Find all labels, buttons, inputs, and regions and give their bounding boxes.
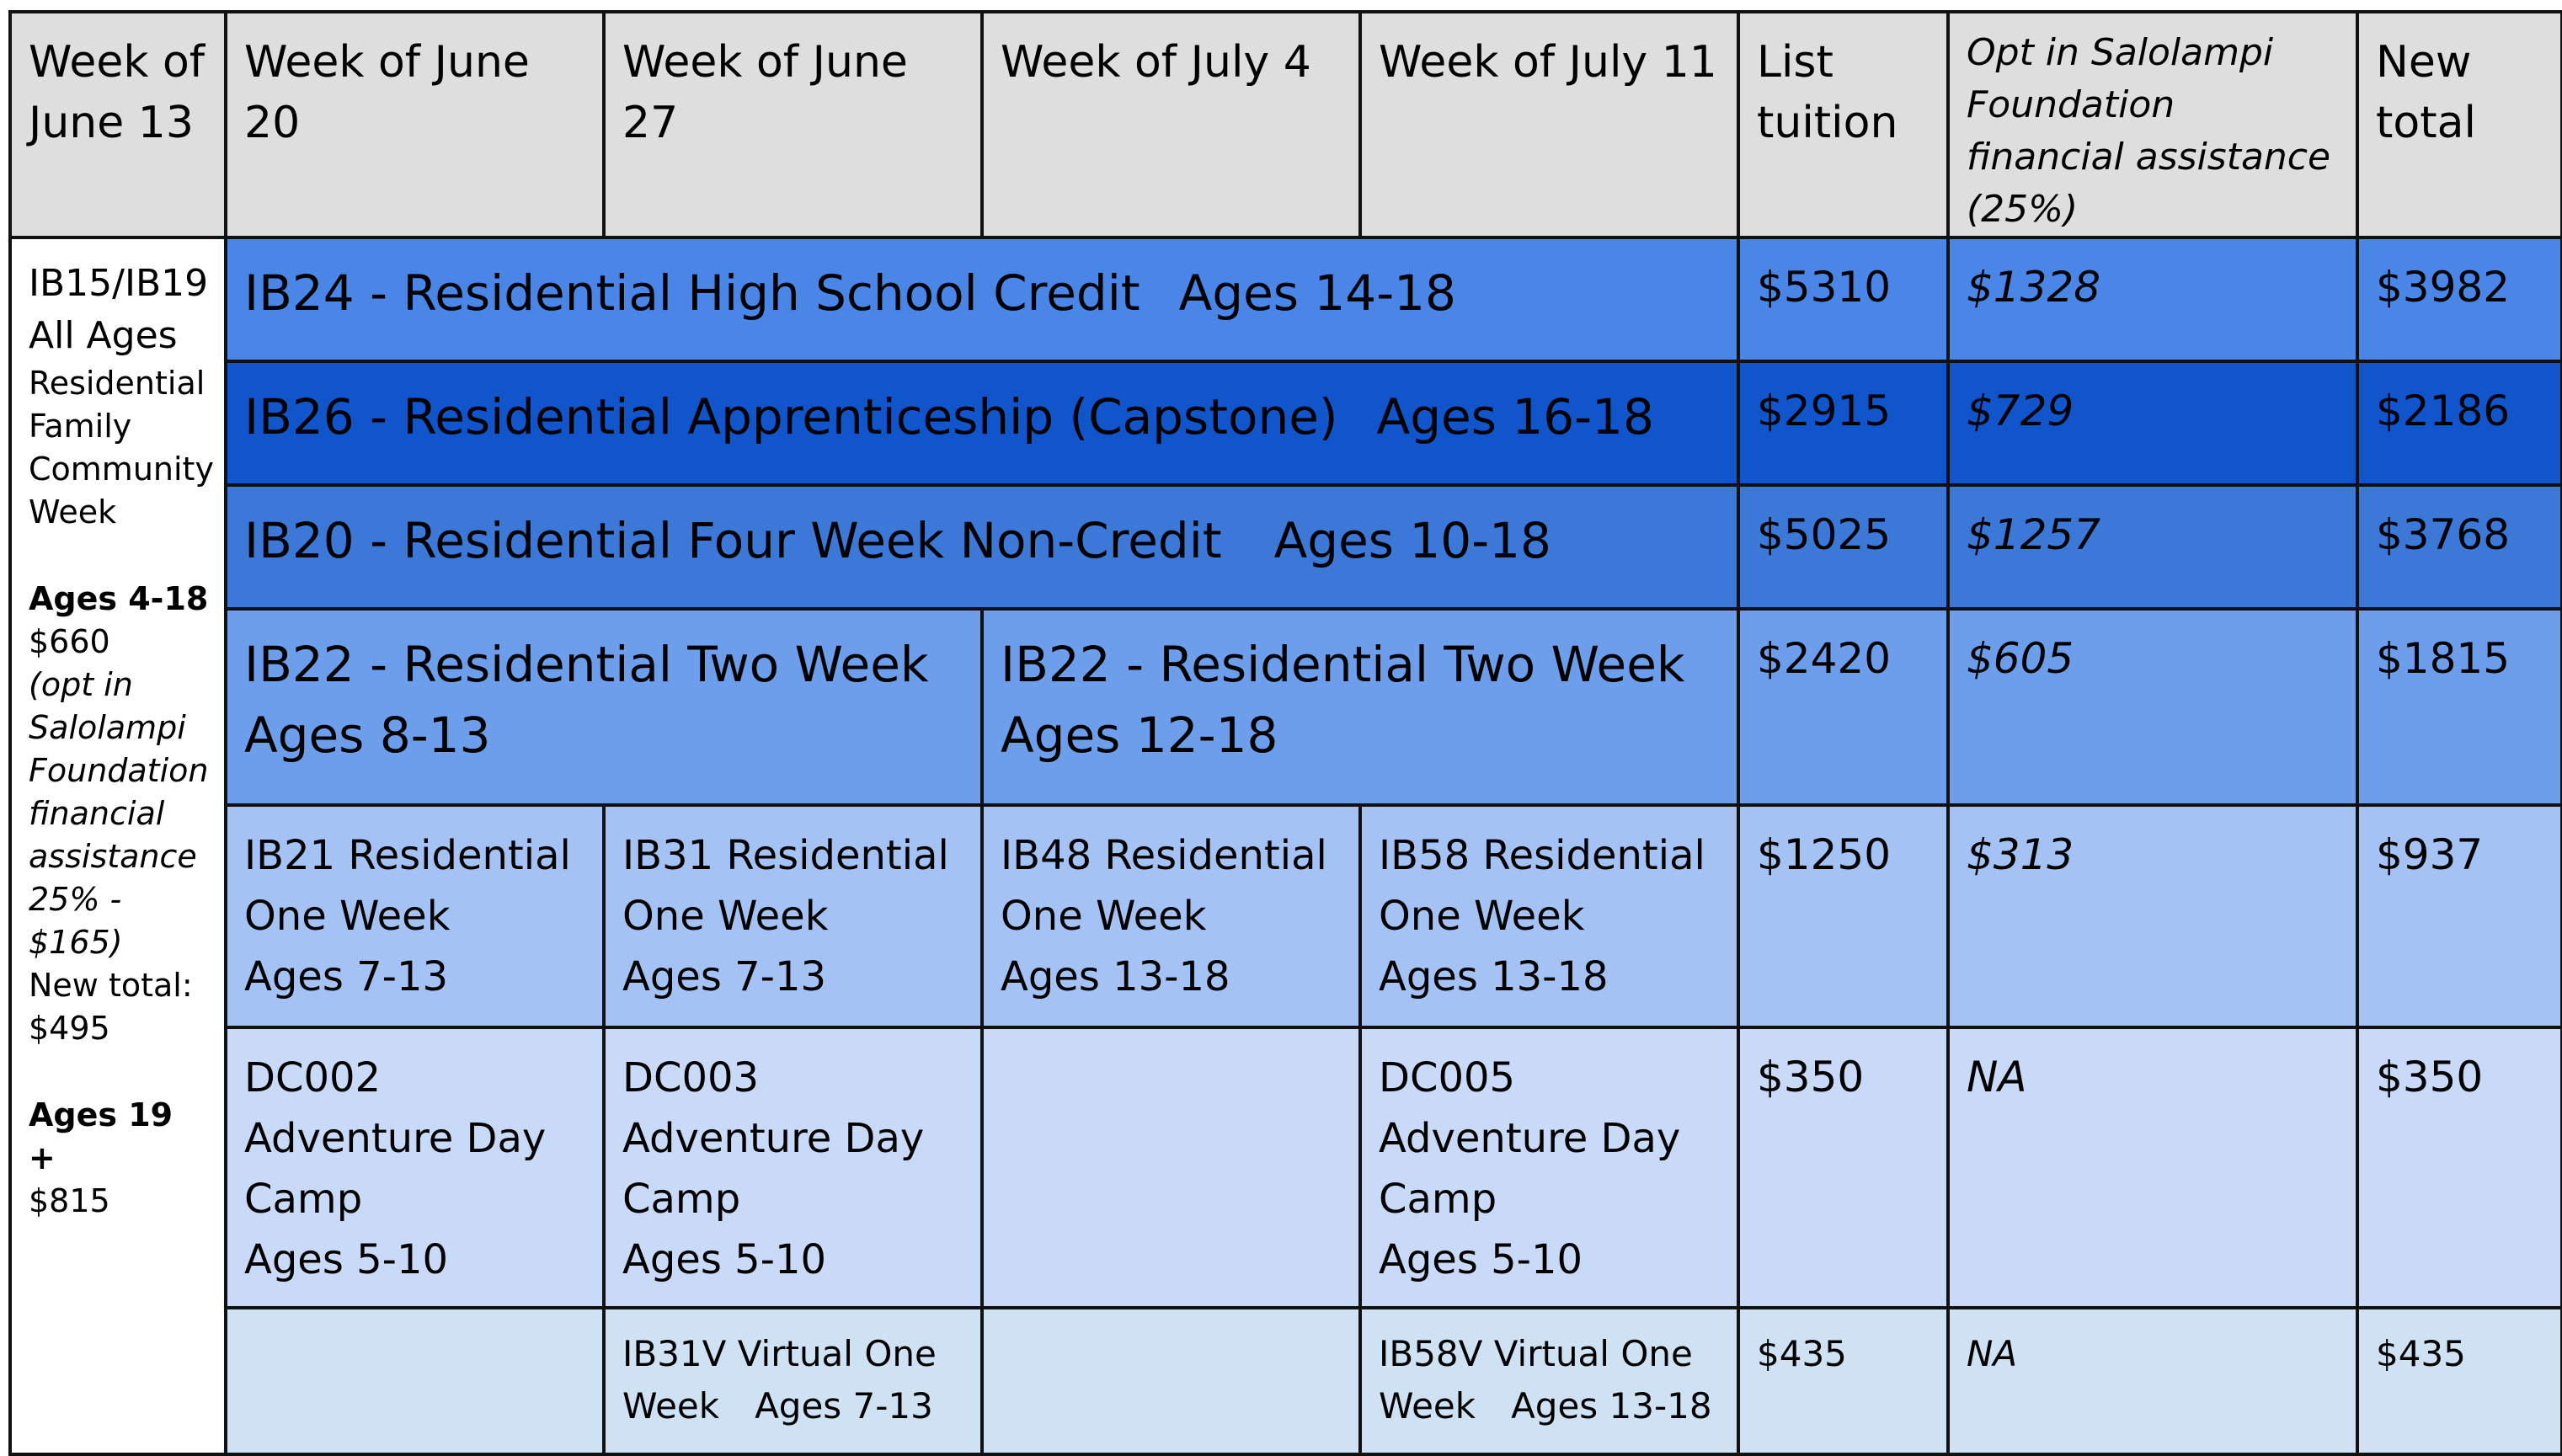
program-name: IB20 - Residential Four Week Non-Credit — [244, 512, 1222, 569]
family-week-desc: Residential — [29, 365, 205, 402]
list-tuition-value: $435 — [1738, 1308, 1948, 1454]
program-ages: Ages 8-13 — [244, 707, 491, 764]
empty-cell — [226, 1308, 604, 1454]
assistance-note: 25% - $165) — [29, 881, 123, 961]
family-week-code: IB15/IB19 — [29, 262, 209, 305]
ages-19-plus-label: Ages 19 + — [29, 1096, 173, 1176]
program-ages: Ages 7-13 — [244, 953, 449, 1000]
program-ib21 — [226, 805, 604, 1027]
assistance-value: NA — [1948, 1308, 2357, 1454]
program-ib22-a — [226, 609, 982, 805]
ages-4-18-label: Ages 4-18 — [29, 580, 209, 617]
program-name: IB58V Virtual One — [1379, 1333, 1693, 1374]
program-name: Camp — [622, 1176, 741, 1223]
family-week-desc: Community — [29, 451, 214, 488]
program-name: Camp — [1379, 1176, 1497, 1223]
program-ib58 — [1360, 805, 1738, 1027]
program-name: One Week — [1379, 893, 1585, 940]
new-total-value: $937 — [2357, 805, 2562, 1027]
program-name: IB24 - Residential High School Credit — [244, 264, 1140, 322]
header-new-total: New total — [2357, 12, 2562, 237]
program-ib58v — [1360, 1308, 1738, 1454]
row-ib22 — [10, 609, 2562, 805]
program-ib24 — [226, 237, 1738, 361]
program-ages: Ages 5-10 — [1379, 1236, 1583, 1283]
assistance-value: $1328 — [1948, 237, 2357, 361]
program-name: IB48 Residential — [1001, 832, 1327, 879]
new-total-value: $350 — [2357, 1027, 2562, 1308]
program-ages: Ages 12-18 — [1001, 707, 1278, 764]
program-name: IB31V Virtual One — [622, 1333, 937, 1374]
header-week-july-11: Week of July 11 — [1360, 12, 1738, 237]
program-name: DC002 — [244, 1054, 382, 1101]
program-ib22-b — [982, 609, 1738, 805]
program-ages: Ages 7-13 — [755, 1385, 933, 1427]
ages-4-18-price: $660 — [29, 623, 110, 660]
program-dc003 — [604, 1027, 982, 1308]
ages-19-plus-price: $815 — [29, 1182, 110, 1219]
assistance-value: $729 — [1948, 361, 2357, 485]
program-ages: Ages 5-10 — [622, 1236, 827, 1283]
program-ib26 — [226, 361, 1738, 485]
assistance-note: Foundation — [29, 752, 209, 789]
new-total-value: $3982 — [2357, 237, 2562, 361]
program-name: Adventure Day — [244, 1115, 547, 1162]
header-row — [10, 12, 2562, 237]
program-ages: Ages 13-18 — [1001, 953, 1230, 1000]
program-ages: Ages 10-18 — [1273, 512, 1551, 569]
empty-cell — [982, 1308, 1360, 1454]
header-financial-assistance: Opt in Salolampi Foundation financial assistance (25%) — [1948, 12, 2357, 237]
program-name: IB58 Residential — [1379, 832, 1705, 879]
program-name: IB26 - Residential Apprenticeship (Capstone) — [244, 388, 1338, 445]
header-week-june-13: Week of June 13 — [10, 12, 226, 237]
assistance-note: Salolampi — [29, 709, 186, 746]
program-name-ages — [622, 1380, 965, 1432]
assistance-note: (opt in — [29, 666, 133, 703]
program-ages: Ages 7-13 — [622, 953, 827, 1000]
assistance-value: $1257 — [1948, 485, 2357, 609]
header-week-july-4: Week of July 4 — [982, 12, 1360, 237]
program-name: DC005 — [1379, 1054, 1516, 1101]
family-week-desc: Family — [29, 408, 132, 445]
program-name: Week — [1379, 1385, 1476, 1427]
program-dc005 — [1360, 1027, 1738, 1308]
new-total-value: $495 — [29, 1010, 110, 1047]
header-week-june-20: Week of June 20 — [226, 12, 604, 237]
assistance-note: assistance — [29, 838, 197, 875]
program-name: DC003 — [622, 1054, 760, 1101]
list-tuition-value: $350 — [1738, 1027, 1948, 1308]
assistance-value: $605 — [1948, 609, 2357, 805]
program-ages: Ages 13-18 — [1379, 953, 1609, 1000]
new-total-label: New total: — [29, 967, 193, 1004]
list-tuition-value: $5310 — [1738, 237, 1948, 361]
program-ages: Ages 16-18 — [1376, 388, 1654, 445]
program-name-ages — [1379, 1380, 1721, 1432]
program-name: One Week — [244, 893, 451, 940]
header-week-june-27: Week of June 27 — [604, 12, 982, 237]
program-name: One Week — [622, 893, 829, 940]
family-week-cell — [10, 237, 226, 1454]
assistance-note: financial — [29, 795, 165, 832]
camp-schedule-table — [8, 10, 2562, 1456]
row-one-week — [10, 805, 2562, 1027]
header-list-tuition: List tuition — [1738, 12, 1948, 237]
program-name: Camp — [244, 1176, 363, 1223]
family-week-ages: All Ages — [29, 314, 178, 357]
new-total-value: $1815 — [2357, 609, 2562, 805]
program-name: IB21 Residential — [244, 832, 571, 879]
assistance-value: $313 — [1948, 805, 2357, 1027]
assistance-value: NA — [1948, 1027, 2357, 1308]
row-day-camp — [10, 1027, 2562, 1308]
list-tuition-value: $1250 — [1738, 805, 1948, 1027]
program-name: IB31 Residential — [622, 832, 949, 879]
program-ages: Ages 13-18 — [1511, 1385, 1712, 1427]
program-name: Adventure Day — [622, 1115, 925, 1162]
program-name: IB22 - Residential Two Week — [1001, 636, 1685, 693]
new-total-value: $435 — [2357, 1308, 2562, 1454]
list-tuition-value: $5025 — [1738, 485, 1948, 609]
program-ib48 — [982, 805, 1360, 1027]
row-ib26 — [10, 361, 2562, 485]
program-name: IB22 - Residential Two Week — [244, 636, 929, 693]
row-ib24 — [10, 237, 2562, 361]
program-ib31v — [604, 1308, 982, 1454]
family-week-desc: Week — [29, 493, 117, 531]
empty-cell — [982, 1027, 1360, 1308]
program-ages: Ages 5-10 — [244, 1236, 449, 1283]
program-ib20 — [226, 485, 1738, 609]
program-name: Week — [622, 1385, 720, 1427]
row-ib20 — [10, 485, 2562, 609]
program-name: Adventure Day — [1379, 1115, 1681, 1162]
new-total-value: $3768 — [2357, 485, 2562, 609]
list-tuition-value: $2420 — [1738, 609, 1948, 805]
new-total-value: $2186 — [2357, 361, 2562, 485]
list-tuition-value: $2915 — [1738, 361, 1948, 485]
program-dc002 — [226, 1027, 604, 1308]
program-ages: Ages 14-18 — [1178, 264, 1456, 322]
program-ib31 — [604, 805, 982, 1027]
row-virtual — [10, 1308, 2562, 1454]
program-name: One Week — [1001, 893, 1207, 940]
